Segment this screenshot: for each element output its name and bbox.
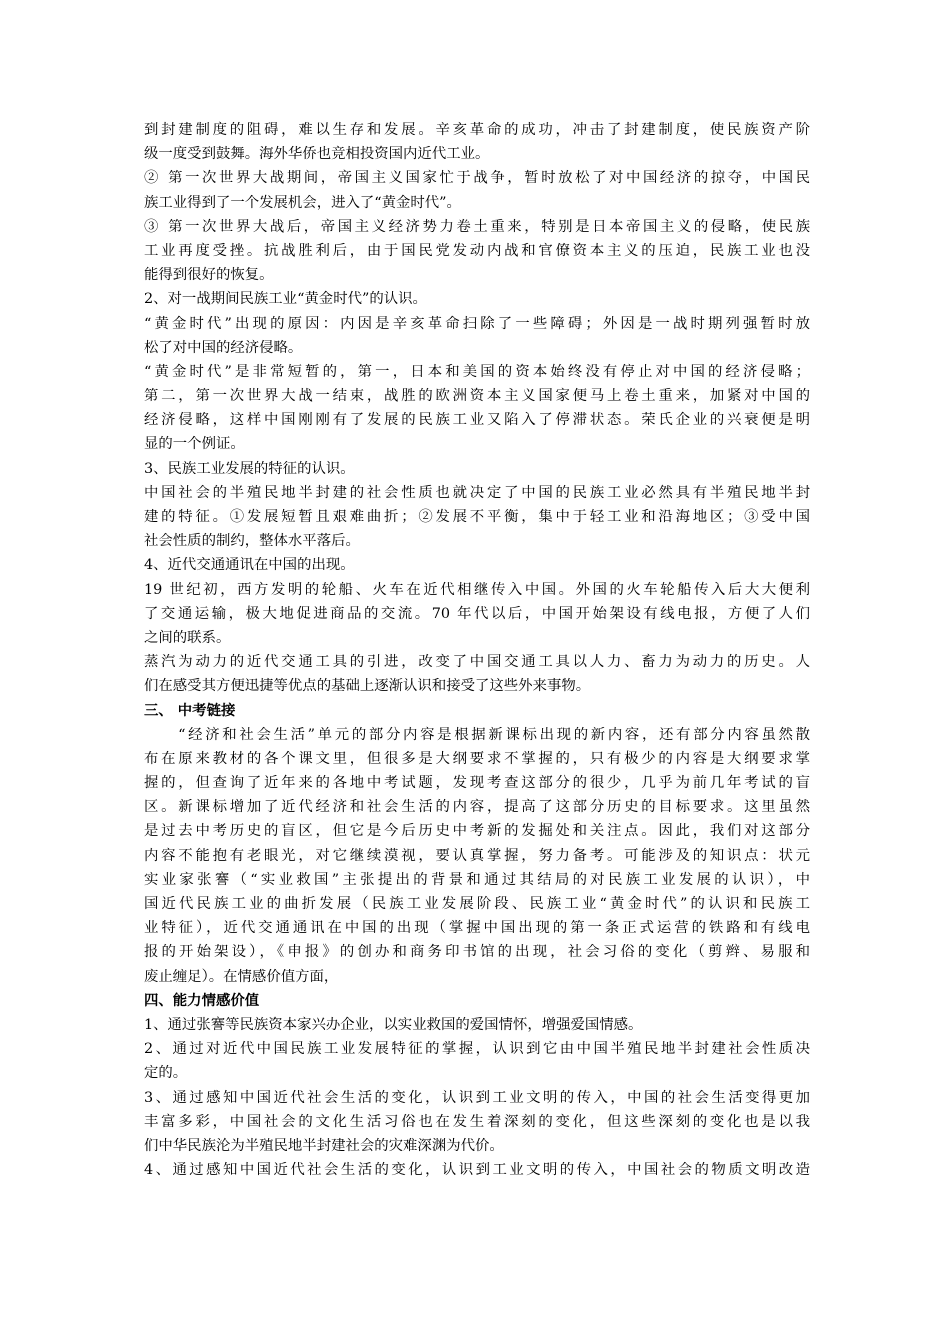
text-line: 之间的联系。 xyxy=(144,629,231,646)
section-heading: 4、近代交通通讯在中国的出现。 xyxy=(144,557,355,574)
chapter-heading-ability-values: 四、能力情感价值 xyxy=(144,991,260,1009)
text-line: 国近代民族工业的曲折发展（民族工业发展阶段、民族工业“黄金时代”的认识和民族工 xyxy=(144,896,810,912)
text-line: 布在原来教材的各个课文里，但很多是大纲要求不掌握的，只有极少的内容是大纲要求掌 xyxy=(144,750,810,767)
text-line: 中国社会的半殖民地半封建的社会性质也就决定了中国的民族工业必然具有半殖民地半封 xyxy=(144,484,810,501)
text-line: 1、通过张謇等民族资本家兴办企业，以实业救国的爱国情怀，增强爱国情感。 xyxy=(144,1016,643,1033)
section-heading: 2、对一战期间民族工业“黄金时代”的认识。 xyxy=(144,291,427,308)
text-line: 们在感受其方便迅捷等优点的基础上逐渐认识和接受了这些外来事物。 xyxy=(144,678,591,695)
text-line: 实业家张謇（“实业救国”主张提出的背景和通过其结局的对民族工业发展的认识），中 xyxy=(144,871,810,888)
text-line: 区。新课标增加了近代经济和社会生活的内容，提高了这部分历史的目标要求。这里虽然 xyxy=(144,799,810,816)
text-line: 社会性质的制约，整体水平落后。 xyxy=(144,533,360,550)
text-line: 3、通过感知中国近代社会生活的变化，认识到工业文明的传入，中国的社会生活变得更加 xyxy=(144,1089,810,1106)
text-line: 蒸汽为动力的近代交通工具的引进，改变了中国交通工具以人力、畜力为动力的历史。人 xyxy=(144,654,810,671)
text-line: 松了对中国的经济侵略。 xyxy=(144,339,303,356)
text-line: ③ 第一次世界大战后，帝国主义经济势力卷土重来，特别是日本帝国主义的侵略，使民族 xyxy=(144,218,810,235)
text-line: “黄金时代”出现的原因：内因是辛亥革命扫除了一些障碍；外因是一战时期列强暂时放 xyxy=(144,315,810,332)
document-body xyxy=(144,118,810,1182)
text-line: “黄金时代”是非常短暂的，第一，日本和美国的资本始终没有停止对中国的经济侵略； xyxy=(144,363,810,380)
text-line: 族工业得到了一个发展机会，进入了“黄金时代”。 xyxy=(144,194,461,211)
text-line: 废止缠足）。在情感价值方面， xyxy=(144,968,339,985)
text-line: 经济侵略，这样中国刚刚有了发展的民族工业又陷入了停滞状态。荣氏企业的兴衰便是明 xyxy=(144,412,810,429)
text-line: 报的开始架设），《申报》的创办和商务印书馆的出现，社会习俗的变化（剪辫、易服和 xyxy=(144,944,810,961)
text-line: 定的。 xyxy=(144,1065,188,1082)
text-line: 级一度受到鼓舞。海外华侨也竞相投资国内近代工业。 xyxy=(144,146,490,163)
text-line: 第二，第一次世界大战一结束，战胜的欧洲资本主义国家便马上卷土重来，加紧对中国的 xyxy=(144,388,810,405)
text-line: 2、通过对近代中国民族工业发展特征的掌握，认识到它由中国半殖民地半封建社会性质决 xyxy=(144,1041,810,1058)
text-line: 19 世纪初，西方发明的轮船、火车在近代相继传入中国。外国的火车轮船传入后大大便利 xyxy=(144,581,810,598)
text-line: 工业再度受挫。抗战胜利后，由于国民党发动内战和官僚资本主义的压迫，民族工业也没 xyxy=(144,242,810,259)
text-line: 内容不能抱有老眼光，对它继续漠视，要认真掌握，努力备考。可能涉及的知识点：状元 xyxy=(144,847,810,864)
chapter-heading-zhongkao-link: 三、 中考链接 xyxy=(144,701,236,719)
text-line: 丰富多彩，中国社会的文化生活习俗也在发生着深刻的变化，但这些深刻的变化也是以我 xyxy=(144,1113,810,1130)
text-line: 能得到很好的恢复。 xyxy=(144,267,274,284)
text-line: “经济和社会生活”单元的部分内容是根据新课标出现的新内容，还有部分内容虽然散 xyxy=(144,726,810,743)
text-line: 握的，但查询了近年来的各地中考试题，发现考查这部分的很少，几乎为前几年考试的盲 xyxy=(144,775,810,792)
text-line: ② 第一次世界大战期间，帝国主义国家忙于战争，暂时放松了对中国经济的掠夺，中国民 xyxy=(144,170,810,187)
text-line: 到封建制度的阻碍，难以生存和发展。辛亥革命的成功，冲击了封建制度，使民族资产阶 xyxy=(144,122,810,138)
text-line: 业特征），近代交通通讯在中国的出现（掌握中国出现的第一条正式运营的铁路和有线电 xyxy=(144,920,810,937)
text-line: 显的一个例证。 xyxy=(144,436,245,453)
text-line: 了交通运输，极大地促进商品的交流。70 年代以后，中国开始架设有线电报，方便了人们 xyxy=(144,605,810,622)
text-line: 是过去中考历史的盲区，但它是今后历史中考新的发掘处和关注点。因此，我们对这部分 xyxy=(144,823,810,840)
section-heading: 3、民族工业发展的特征的认识。 xyxy=(144,460,355,477)
text-line: 4、通过感知中国近代社会生活的变化，认识到工业文明的传入，中国社会的物质文明改造 xyxy=(144,1162,810,1179)
text-line: 建的特征。①发展短暂且艰难曲折；②发展不平衡，集中于轻工业和沿海地区；③受中国 xyxy=(144,509,810,525)
text-line: 们中华民族沦为半殖民地半封建社会的灾难深渊为代价。 xyxy=(144,1137,504,1154)
